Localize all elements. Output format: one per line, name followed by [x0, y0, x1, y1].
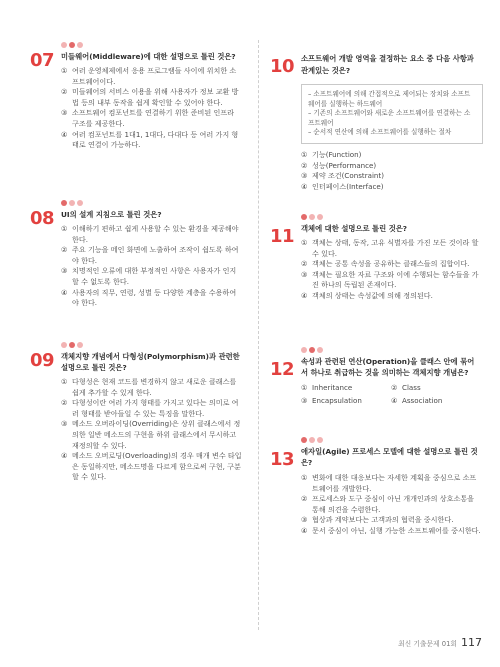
- option-text: 주요 기능을 메인 화면에 노출하여 조작이 쉽도록 하여야 한다.: [72, 245, 239, 265]
- option[interactable]: [301, 171, 483, 182]
- option-marker: ②: [301, 259, 308, 269]
- difficulty-badges: [301, 214, 323, 220]
- option-marker: ②: [61, 87, 68, 97]
- question-text: 미들웨어(Middleware)에 대한 설명으로 틀린 것은?: [61, 52, 236, 61]
- option-text: 다형성은 현재 코드를 변경하지 않고 새로운 클래스를 쉽게 추가할 수 있게 한다.: [72, 377, 237, 397]
- question-text-line-1: 속성과 관련된 연산(Operation)을 클래스 안에 묶어: [301, 357, 475, 366]
- question-number: 11: [270, 226, 295, 247]
- difficulty-dot: [69, 200, 75, 206]
- question-text: UI의 설계 지침으로 틀린 것은?: [61, 210, 162, 219]
- option[interactable]: [301, 396, 391, 407]
- option-text: 사용자의 직무, 연령, 성별 등 다양한 계층을 수용하여야 한다.: [72, 287, 237, 308]
- option[interactable]: [61, 108, 243, 129]
- option-list: [61, 224, 243, 309]
- option-list: [61, 66, 243, 151]
- difficulty-dot: [77, 342, 83, 348]
- option-marker: ④: [61, 287, 68, 297]
- difficulty-dot: [69, 342, 75, 348]
- option[interactable]: [61, 398, 243, 419]
- option-marker: ④: [301, 290, 308, 300]
- option-marker: ③: [301, 171, 308, 181]
- column-divider: [258, 40, 259, 630]
- option[interactable]: [301, 270, 483, 291]
- option-marker: ④: [301, 181, 308, 191]
- option[interactable]: [301, 161, 483, 172]
- question-text-line-1: 소프트웨어 개발 영역을 결정하는 요소 중 다음 사항과: [301, 54, 474, 63]
- question-number: 09: [30, 350, 55, 371]
- option-marker: ③: [61, 419, 68, 429]
- question-text-line-1: 객체지향 개념에서 다형성(Polymorphism)과 관련한: [61, 352, 240, 361]
- difficulty-dot: [317, 437, 323, 443]
- option[interactable]: [301, 515, 483, 526]
- option[interactable]: [391, 383, 481, 394]
- option-text: 객체의 상태는 속성값에 의해 정의된다.: [312, 290, 433, 300]
- option-list: [301, 473, 483, 537]
- option[interactable]: [61, 288, 243, 309]
- option-grid: [301, 383, 481, 406]
- question-text-line-2: 관계있는 것은?: [301, 66, 351, 75]
- difficulty-dot: [77, 42, 83, 48]
- option[interactable]: [301, 238, 483, 259]
- option[interactable]: [61, 266, 243, 287]
- option-text: 소프트웨어 컴포넌트를 연결하기 위한 준비된 인프라 구조를 제공한다.: [72, 108, 235, 128]
- option-text: 미들웨어의 서비스 이용을 위해 사용자가 정보 교환 방법 등의 내부 동작을 쉽게 확인할 수 있어야 한다.: [72, 87, 239, 107]
- option-marker: ①: [61, 224, 68, 233]
- option-marker: ③: [61, 266, 68, 276]
- option-text: 협상과 계약보다는 고객과의 협력을 중시한다.: [312, 515, 454, 525]
- difficulty-badges: [61, 342, 83, 348]
- option[interactable]: [391, 396, 481, 407]
- page-number: 117: [461, 636, 482, 649]
- option-text: Inheritance: [312, 383, 353, 392]
- question-text-line-2: 서 하나로 취급하는 것을 의미하는 객체지향 개념은?: [301, 368, 469, 377]
- option-marker: ①: [301, 473, 308, 482]
- option-text: 문서 중심이 아닌, 실행 가능한 소프트웨어를 중시한다.: [312, 525, 481, 535]
- difficulty-badges: [301, 437, 323, 443]
- option[interactable]: [301, 383, 391, 394]
- difficulty-dot: [309, 347, 315, 353]
- difficulty-dot: [61, 342, 67, 348]
- question-number: 07: [30, 50, 55, 71]
- difficulty-dot: [61, 200, 67, 206]
- difficulty-badges: [61, 42, 83, 48]
- condition-box: [301, 84, 483, 144]
- option-list: [61, 377, 243, 483]
- option-marker: ②: [301, 494, 308, 504]
- option[interactable]: [61, 451, 243, 483]
- option-text: 성능(Performance): [312, 160, 377, 170]
- option-text: Association: [402, 395, 443, 405]
- difficulty-dot: [77, 200, 83, 206]
- difficulty-dot: [61, 42, 67, 48]
- option-marker: ④: [301, 525, 308, 535]
- difficulty-dot: [69, 42, 75, 48]
- option[interactable]: [61, 377, 243, 398]
- option-text: 메소드 오버로딩(Overloading)의 경우 매개 변수 타입은 동일하지만, 메소드명을 다르게 함으로써 구현, 구분할 수 있다.: [72, 451, 242, 482]
- option[interactable]: [301, 259, 483, 270]
- option-text: 다형성이란 여러 가지 형태를 가지고 있다는 의미로 여러 형태를 받아들일 수 있는 특징을 말한다.: [72, 398, 239, 418]
- option-marker: ②: [301, 160, 308, 170]
- option-text: 제약 조건(Constraint): [312, 171, 384, 181]
- option[interactable]: [61, 87, 243, 108]
- footer-title: 최신 기출문제 01회: [398, 640, 457, 648]
- question-text: 객체에 대한 설명으로 틀린 것은?: [301, 224, 408, 233]
- option-marker: ①: [61, 377, 68, 386]
- option-marker: ③: [301, 269, 308, 279]
- option-marker: ④: [391, 395, 398, 405]
- option-text: 이해하기 편하고 쉽게 사용할 수 있는 환경을 제공해야 한다.: [72, 224, 239, 244]
- option-text: 여러 운영체제에서 응용 프로그램들 사이에 위치한 소프트웨어이다.: [72, 66, 237, 86]
- option[interactable]: [61, 419, 243, 451]
- page-footer: [398, 636, 482, 649]
- option-marker: ④: [61, 451, 68, 461]
- difficulty-dot: [309, 214, 315, 220]
- option-text: 변화에 대한 대응보다는 자세한 계획을 중심으로 소프트웨어를 개발한다.: [312, 473, 477, 493]
- option-marker: ③: [61, 108, 68, 118]
- option-marker: ①: [301, 238, 308, 247]
- option-marker: ④: [61, 129, 68, 139]
- option[interactable]: [301, 494, 483, 515]
- option[interactable]: [301, 291, 483, 302]
- option-marker: ②: [391, 383, 398, 392]
- option[interactable]: [301, 473, 483, 494]
- difficulty-dot: [301, 214, 307, 220]
- option-text: 객체는 필요한 자료 구조와 이에 수행되는 함수들을 가진 하나의 독립된 존재이다.: [312, 269, 479, 290]
- option[interactable]: [61, 224, 243, 245]
- option-marker: ②: [61, 245, 68, 255]
- difficulty-badges: [301, 347, 323, 353]
- question-text-line-2: 설명으로 틀린 것은?: [61, 363, 127, 372]
- option-text: 기능(Function): [312, 150, 362, 159]
- question-number: 13: [270, 449, 295, 470]
- option-marker: ①: [301, 383, 308, 392]
- option-list: [301, 150, 483, 192]
- difficulty-badges: [61, 200, 83, 206]
- option[interactable]: [301, 526, 483, 537]
- option[interactable]: [61, 130, 243, 151]
- condition-line: – 소프트웨어에 의해 간접적으로 제어되는 장치와 소프트웨어를 실행하는 하드웨어: [308, 90, 471, 108]
- option-text: 치명적인 오류에 대한 부정적인 사항은 사용자가 인지할 수 없도록 한다.: [72, 266, 237, 286]
- question-number: 10: [270, 56, 295, 77]
- option-text: 여러 컴포넌트를 1대1, 1대다, 다대다 등 여러 가지 형태로 연결이 가능하다.: [72, 129, 239, 150]
- difficulty-dot: [317, 214, 323, 220]
- option-text: 인터페이스(Interface): [312, 181, 384, 191]
- difficulty-dot: [301, 347, 307, 353]
- option[interactable]: [301, 150, 483, 161]
- option-marker: ①: [61, 66, 68, 75]
- question-text-line-1: 애자일(Agile) 프로세스 모델에 대한 설명으로 틀린 것: [301, 447, 478, 456]
- option-text: 메소드 오버라이딩(Overriding)은 상위 클래스에서 정의한 일반 메소드의 구현을 하위 클래스에서 무시하고 재정의할 수 있다.: [72, 419, 241, 450]
- question-text-line-2: 은?: [301, 458, 313, 467]
- condition-line: – 순서적 연산에 의해 소프트웨어를 실행하는 절차: [308, 128, 452, 136]
- difficulty-dot: [317, 347, 323, 353]
- option[interactable]: [61, 245, 243, 266]
- option-marker: ②: [61, 398, 68, 408]
- condition-line: – 기존의 소프트웨어와 새로운 소프트웨어를 연결하는 소프트웨어: [308, 109, 471, 127]
- difficulty-dot: [301, 437, 307, 443]
- option-text: Class: [402, 383, 421, 392]
- option-marker: ③: [301, 515, 308, 525]
- question-number: 08: [30, 208, 55, 229]
- option-marker: ①: [301, 150, 308, 159]
- option-text: Encapsulation: [312, 395, 362, 405]
- option[interactable]: [301, 182, 483, 193]
- option-text: 객체는 공통 속성을 공유하는 클래스들의 집합이다.: [312, 259, 470, 269]
- option-marker: ③: [301, 395, 308, 405]
- question-number: 12: [270, 359, 295, 380]
- option[interactable]: [61, 66, 243, 87]
- option-text: 객체는 상태, 동작, 고유 식별자를 가진 모든 것이라 할 수 있다.: [312, 238, 479, 258]
- option-list: [301, 238, 483, 302]
- difficulty-dot: [309, 437, 315, 443]
- option-text: 프로세스와 도구 중심이 아닌 개개인과의 상호소통을 통해 의견을 수렴한다.: [312, 494, 475, 514]
